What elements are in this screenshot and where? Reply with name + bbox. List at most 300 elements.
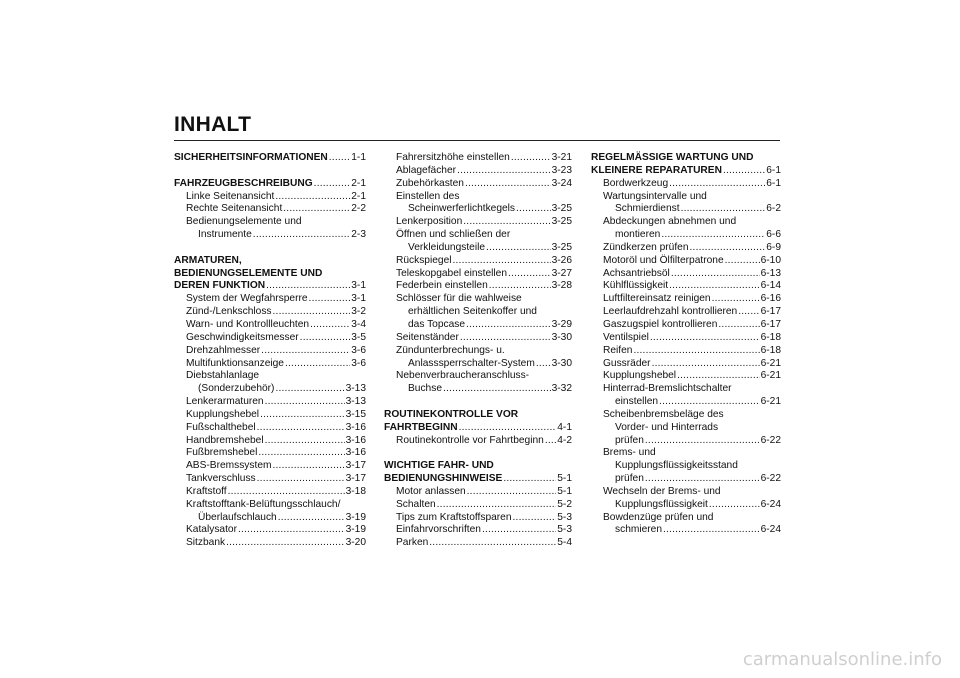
toc-entry-title: Fußschalthebel: [186, 421, 256, 433]
toc-entry: [384, 370, 572, 383]
toc-leader-dots: [457, 165, 551, 178]
toc-entry[interactable]: [174, 306, 366, 319]
toc-entry-title: ROUTINEKONTROLLE VOR: [384, 408, 519, 420]
toc-heading[interactable]: [174, 152, 366, 165]
toc-entry[interactable]: [174, 447, 366, 460]
toc-column-1: [174, 152, 366, 550]
toc-spacer: [384, 447, 572, 460]
toc-page-number: 2-3: [351, 229, 366, 241]
toc-page-number: 6-2: [766, 203, 781, 215]
toc-entry-title: prüfen: [615, 473, 644, 485]
toc-page-number: 6-17: [760, 318, 781, 330]
toc-entry[interactable]: [591, 332, 781, 345]
toc-entry-title: Kraftstofftank-Belüftungsschlauch/: [186, 498, 341, 510]
toc-spacer: [174, 242, 366, 255]
toc-page-number: 6-13: [760, 267, 781, 279]
toc-entry-title: Scheinwerferlichtkegels: [408, 203, 516, 215]
toc-heading[interactable]: [174, 280, 366, 293]
toc-leader-dots: [513, 512, 557, 525]
toc-entry[interactable]: [174, 345, 366, 358]
toc-entry[interactable]: [591, 435, 781, 448]
toc-page-number: 3-27: [551, 267, 572, 279]
toc-entry-title: WICHTIGE FAHR- UND: [384, 460, 494, 472]
toc-entry-title: Überlaufschlauch: [198, 511, 277, 523]
toc-entry-title: Kupplungshebel: [186, 408, 260, 420]
toc-entry[interactable]: [591, 473, 781, 486]
toc-entry-title: SICHERHEITSINFORMATIONEN: [174, 152, 328, 163]
toc-page-number: 4-1: [557, 421, 572, 433]
toc-leader-dots: [645, 435, 760, 448]
toc-entry-title: Buchse: [408, 383, 442, 395]
toc-leader-dots: [671, 268, 760, 281]
toc-page-number: 5-3: [557, 524, 572, 536]
toc-entry-title: erhältlichen Seitenkoffer und: [408, 306, 537, 318]
toc-entry[interactable]: [591, 345, 781, 358]
toc-entry[interactable]: [174, 203, 366, 216]
toc-entry-title: REGELMÄSSIGE WARTUNG UND: [591, 152, 754, 163]
toc-entry-title: Anlasssperrschalter-System: [408, 357, 535, 369]
toc-leader-dots: [511, 152, 551, 165]
toc-leader-dots: [723, 165, 765, 178]
toc-entry-title: Hinterrad-Bremslichtschalter: [603, 383, 732, 395]
toc-entry-title: montieren: [615, 229, 661, 241]
toc-entry: [591, 422, 781, 435]
toc-page-number: 3-30: [551, 357, 572, 369]
toc-leader-dots: [260, 409, 345, 422]
toc-entry[interactable]: [174, 473, 366, 486]
toc-leader-dots: [258, 447, 344, 460]
toc-entry-title: Parken: [396, 537, 429, 549]
toc-leader-dots: [275, 191, 350, 204]
toc-entry-title: Schalten: [396, 498, 436, 510]
toc-entry-title: Wartungsintervalle und: [603, 190, 707, 202]
toc-entry-title: BEDIENUNGSHINWEISE: [384, 473, 503, 485]
toc-entry-title: einstellen: [615, 396, 659, 408]
toc-page-number: 3-32: [551, 383, 572, 395]
toc-entry: [591, 216, 781, 229]
toc-entry-title: Rechte Seitenansicht: [186, 203, 283, 215]
toc-entry[interactable]: [384, 524, 572, 537]
toc-page-number: 3-20: [345, 537, 366, 549]
toc-leader-dots: [690, 242, 766, 255]
toc-entry[interactable]: [174, 435, 366, 448]
toc-leader-dots: [459, 422, 557, 435]
toc-leader-dots: [285, 358, 350, 371]
toc-leader-dots: [443, 383, 551, 396]
toc-entry[interactable]: [591, 306, 781, 319]
toc-leader-dots: [709, 499, 760, 512]
toc-page-number: 3-2: [351, 306, 366, 318]
toc-page-number: 6-22: [760, 473, 781, 485]
toc-entry-title: schmieren: [615, 524, 662, 536]
toc-entry: [174, 216, 366, 229]
toc-leader-dots: [257, 473, 345, 486]
toc-leader-dots: [718, 319, 759, 332]
toc-heading: [174, 255, 366, 268]
toc-entry-title: Geschwindigkeitsmesser: [186, 331, 299, 343]
toc-entry: [384, 345, 572, 358]
toc-leader-dots: [738, 306, 759, 319]
toc-page-number: 6-18: [760, 344, 781, 356]
toc-column-2: [384, 152, 572, 550]
toc-page-number: 3-5: [351, 331, 366, 343]
toc-heading[interactable]: [591, 165, 781, 178]
toc-entry: [591, 409, 781, 422]
toc-entry[interactable]: [591, 370, 781, 383]
toc-spacer: [384, 396, 572, 409]
toc-leader-dots: [536, 358, 551, 371]
toc-heading: [591, 152, 781, 165]
toc-entry-title: Öffnen und schließen der: [396, 229, 511, 241]
toc-entry[interactable]: [384, 216, 572, 229]
toc-entry[interactable]: [174, 537, 366, 550]
toc-entry[interactable]: [384, 165, 572, 178]
toc-page-number: 1-1: [351, 152, 366, 163]
toc-entry[interactable]: [591, 280, 781, 293]
toc-entry[interactable]: [174, 383, 366, 396]
toc-entry-title: Zubehörkasten: [396, 177, 464, 189]
toc-entry-title: Scheibenbremsbeläge des: [603, 408, 724, 420]
toc-page-number: 6-21: [760, 357, 781, 369]
toc-entry[interactable]: [384, 435, 572, 448]
toc-page-number: 4-2: [557, 434, 572, 446]
toc-entry[interactable]: [384, 332, 572, 345]
toc-page-number: 6-6: [766, 229, 781, 241]
toc-entry-title: Gaszugspiel kontrollieren: [603, 318, 718, 330]
toc-entry-title: Kühlflüssigkeit: [603, 280, 669, 292]
toc-entry-title: Leerlaufdrehzahl kontrollieren: [603, 306, 738, 318]
toc-page-number: 3-29: [551, 318, 572, 330]
toc-entry-title: Abdeckungen abnehmen und: [603, 216, 737, 228]
toc-entry-title: Katalysator: [186, 524, 237, 536]
toc-page-number: 5-3: [557, 511, 572, 523]
toc-page-number: 5-1: [557, 473, 572, 485]
toc-entry[interactable]: [384, 537, 572, 550]
toc-entry-title: Kraftstoff: [186, 485, 227, 497]
toc-entry[interactable]: [384, 512, 572, 525]
toc-entry-title: Einstellen des: [396, 190, 460, 202]
toc-leader-dots: [663, 524, 760, 537]
toc-entry: [384, 293, 572, 306]
toc-page-number: 6-18: [760, 331, 781, 343]
toc-entry[interactable]: [591, 358, 781, 371]
toc-entry[interactable]: [591, 319, 781, 332]
toc-leader-dots: [516, 203, 551, 216]
toc-entry[interactable]: [384, 178, 572, 191]
toc-entry-title: Zündkerzen prüfen: [603, 241, 689, 253]
toc-entry-title: Tips zum Kraftstoffsparen: [396, 511, 512, 523]
toc-entry[interactable]: [174, 319, 366, 332]
toc-entry: [591, 512, 781, 525]
toc-entry[interactable]: [174, 512, 366, 525]
toc-leader-dots: [489, 280, 551, 293]
toc-entry-title: Seitenständer: [396, 331, 459, 343]
toc-leader-dots: [460, 332, 551, 345]
toc-entry[interactable]: [384, 255, 572, 268]
toc-heading: [384, 409, 572, 422]
toc-page-number: 6-24: [760, 498, 781, 510]
toc-entry-title: ABS-Bremssystem: [186, 460, 272, 472]
toc-entry-title: Tankverschluss: [186, 473, 256, 485]
toc-page-number: 6-22: [760, 434, 781, 446]
toc-entry-title: Teleskopgabel einstellen: [396, 267, 508, 279]
toc-entry[interactable]: [174, 524, 366, 537]
toc-page-number: 6-14: [760, 280, 781, 292]
toc-entry-title: Lenkerarmaturen: [186, 396, 264, 408]
toc-leader-dots: [283, 203, 350, 216]
toc-entry-title: Brems- und: [603, 447, 656, 459]
toc-entry: [591, 447, 781, 460]
toc-entry-title: Motor anlassen: [396, 485, 466, 497]
toc-leader-dots: [725, 255, 760, 268]
toc-heading: [174, 268, 366, 281]
toc-entry: [591, 191, 781, 204]
toc-entry[interactable]: [384, 486, 572, 499]
toc-leader-dots: [508, 268, 551, 281]
toc-entry-title: Vorder- und Hinterrads: [615, 421, 719, 433]
toc-column-3: [591, 152, 781, 537]
toc-entry[interactable]: [384, 268, 572, 281]
toc-entry[interactable]: [384, 499, 572, 512]
toc-leader-dots: [669, 178, 765, 191]
toc-entry[interactable]: [174, 460, 366, 473]
toc-leader-dots: [712, 293, 760, 306]
toc-entry-title: Bedienungselemente und: [186, 216, 302, 228]
toc-entry-title: DEREN FUNKTION: [174, 280, 266, 292]
toc-entry[interactable]: [591, 524, 781, 537]
toc-page-number: 5-1: [557, 485, 572, 497]
toc-page-number: 6-9: [766, 241, 781, 253]
toc-leader-dots: [645, 473, 760, 486]
toc-leader-dots: [429, 537, 556, 550]
toc-entry-title: Gussräder: [603, 357, 651, 369]
toc-entry-title: Bordwerkzeug: [603, 177, 669, 189]
toc-entry-title: Verkleidungsteile: [408, 241, 486, 253]
toc-page-number: 3-24: [551, 177, 572, 189]
toc-leader-dots: [463, 216, 550, 229]
toc-leader-dots: [261, 345, 350, 358]
toc-entry-title: Lenkerposition: [396, 216, 463, 228]
toc-entry-title: Zündunterbrechungs- u.: [396, 344, 505, 356]
toc-entry-title: Reifen: [603, 344, 633, 356]
toc-entry-title: (Sonderzubehör): [198, 383, 275, 395]
toc-entry-title: BEDIENUNGSELEMENTE UND: [174, 267, 323, 279]
toc-entry[interactable]: [174, 396, 366, 409]
toc-leader-dots: [659, 396, 760, 409]
toc-page-number: 3-26: [551, 254, 572, 266]
toc-entry-title: KLEINERE REPARATUREN: [591, 164, 722, 176]
toc-entry-title: Rückspiegel: [396, 254, 452, 266]
toc-leader-dots: [661, 229, 765, 242]
toc-entry-title: Schlösser für die wahlweise: [396, 293, 522, 305]
toc-page-number: 2-1: [351, 190, 366, 202]
toc-leader-dots: [273, 306, 351, 319]
toc-leader-dots: [677, 370, 760, 383]
toc-entry-title: Einfahrvorschriften: [396, 524, 481, 536]
toc-leader-dots: [545, 435, 556, 448]
toc-leader-dots: [275, 383, 344, 396]
toc-entry-title: Kupplungsflüssigkeitsstand: [615, 460, 738, 472]
toc-entry: [591, 383, 781, 396]
toc-heading: [384, 460, 572, 473]
toc-entry-title: Luftfiltereinsatz reinigen: [603, 293, 711, 305]
toc-entry[interactable]: [591, 293, 781, 306]
toc-entry[interactable]: [591, 255, 781, 268]
toc-page-number: 3-23: [551, 164, 572, 176]
toc-leader-dots: [300, 332, 351, 345]
toc-entry[interactable]: [174, 422, 366, 435]
toc-spacer: [174, 165, 366, 178]
toc-page-number: 3-17: [345, 473, 366, 485]
toc-entry-title: Federbein einstellen: [396, 280, 488, 292]
toc-entry-title: Drehzahlmesser: [186, 344, 261, 356]
toc-entry-title: Schmierdienst: [615, 203, 680, 215]
toc-entry[interactable]: [384, 152, 572, 165]
toc-page-number: 3-16: [345, 434, 366, 446]
toc-entry-title: Ventilspiel: [603, 331, 649, 343]
toc-leader-dots: [314, 178, 351, 191]
toc-leader-dots: [226, 537, 345, 550]
toc-page-number: 3-25: [551, 203, 572, 215]
toc-page-number: 3-6: [351, 344, 366, 356]
toc-page-number: 3-4: [351, 318, 366, 330]
toc-entry[interactable]: [174, 332, 366, 345]
toc-page-number: 3-1: [351, 293, 366, 305]
toc-entry[interactable]: [384, 358, 572, 371]
toc-leader-dots: [467, 486, 557, 499]
toc-leader-dots: [272, 460, 344, 473]
toc-leader-dots: [329, 152, 351, 165]
toc-entry[interactable]: [384, 280, 572, 293]
toc-leader-dots: [681, 203, 766, 216]
toc-entry: [384, 229, 572, 242]
watermark: carmanualsonline.info: [742, 649, 942, 670]
toc-entry[interactable]: [174, 293, 366, 306]
toc-entry: [174, 370, 366, 383]
toc-entry[interactable]: [591, 203, 781, 216]
toc-leader-dots: [669, 280, 759, 293]
toc-entry-title: Bowdenzüge prüfen und: [603, 511, 714, 523]
toc-page-number: 3-25: [551, 241, 572, 253]
toc-leader-dots: [266, 280, 350, 293]
toc-entry-title: Warn- und Kontrollleuchten: [186, 318, 310, 330]
toc-page-number: 6-1: [766, 177, 781, 189]
toc-entry-title: Handbremshebel: [186, 434, 264, 446]
toc-entry-title: Motoröl und Ölfilterpatrone: [603, 254, 724, 266]
toc-entry[interactable]: [591, 268, 781, 281]
page-title: INHALT: [174, 113, 252, 136]
toc-entry[interactable]: [591, 229, 781, 242]
toc-page-number: 3-19: [345, 524, 366, 536]
toc-entry[interactable]: [384, 203, 572, 216]
toc-leader-dots: [437, 499, 557, 512]
toc-entry-title: ARMATUREN,: [174, 254, 242, 266]
toc-page-number: 3-13: [345, 383, 366, 395]
toc-page-number: 3-13: [345, 396, 366, 408]
toc-entry-title: das Topcase: [408, 318, 466, 330]
toc-entry[interactable]: [174, 229, 366, 242]
toc-leader-dots: [482, 524, 556, 537]
toc-page-number: 2-2: [351, 203, 366, 215]
toc-leader-dots: [650, 332, 760, 345]
toc-leader-dots: [652, 358, 760, 371]
toc-page-number: 3-21: [551, 152, 572, 163]
toc-entry: [591, 460, 781, 473]
toc-entry[interactable]: [174, 358, 366, 371]
toc-entry-title: FAHRZEUGBESCHREIBUNG: [174, 177, 313, 189]
toc-leader-dots: [465, 178, 551, 191]
toc-entry[interactable]: [591, 178, 781, 191]
toc-page-number: 3-15: [345, 408, 366, 420]
toc-leader-dots: [309, 293, 351, 306]
toc-page-number: 2-1: [351, 177, 366, 189]
toc-heading[interactable]: [174, 178, 366, 191]
toc-leader-dots: [486, 242, 551, 255]
toc-entry[interactable]: [384, 319, 572, 332]
toc-leader-dots: [238, 524, 345, 537]
toc-page-number: 3-28: [551, 280, 572, 292]
toc-page-number: 6-10: [760, 254, 781, 266]
toc-entry[interactable]: [174, 191, 366, 204]
toc-page-number: 6-24: [760, 524, 781, 536]
toc-page-number: 6-21: [760, 370, 781, 382]
toc-entry-title: System der Wegfahrsperre: [186, 293, 308, 305]
toc-leader-dots: [265, 396, 345, 409]
toc-entry: [384, 306, 572, 319]
toc-page-number: 3-1: [351, 280, 366, 292]
toc-entry: [591, 486, 781, 499]
toc-page-number: 5-4: [557, 537, 572, 549]
toc-entry[interactable]: [591, 242, 781, 255]
toc-leader-dots: [453, 255, 551, 268]
toc-leader-dots: [466, 319, 551, 332]
toc-page-number: 6-17: [760, 306, 781, 318]
toc-entry: [384, 191, 572, 204]
toc-entry-title: prüfen: [615, 434, 644, 446]
toc-entry-title: Nebenverbraucheranschluss-: [396, 370, 530, 382]
toc-heading[interactable]: [384, 422, 572, 435]
toc-entry-title: Ablagefächer: [396, 164, 457, 176]
toc-page-number: 3-19: [345, 511, 366, 523]
toc-entry-title: Instrumente: [198, 229, 252, 241]
toc-entry[interactable]: [591, 499, 781, 512]
toc-entry-title: Fußbremshebel: [186, 447, 258, 459]
title-underline: [174, 140, 780, 141]
toc-page-number: 3-16: [345, 447, 366, 459]
toc-page-number: 3-16: [345, 421, 366, 433]
toc-heading[interactable]: [384, 473, 572, 486]
toc-leader-dots: [253, 229, 350, 242]
toc-page-number: 5-2: [557, 498, 572, 510]
toc-leader-dots: [265, 435, 345, 448]
toc-entry[interactable]: [384, 383, 572, 396]
toc-leader-dots: [310, 319, 350, 332]
toc-entry[interactable]: [174, 486, 366, 499]
toc-page-number: 6-16: [760, 293, 781, 305]
toc-entry-title: Multifunktionsanzeige: [186, 357, 284, 369]
toc-leader-dots: [257, 422, 345, 435]
toc-entry[interactable]: [174, 409, 366, 422]
toc-entry-title: Linke Seitenansicht: [186, 190, 275, 202]
toc-page-number: 3-17: [345, 460, 366, 472]
toc-entry-title: Zünd-/Lenkschloss: [186, 306, 272, 318]
toc-page-number: 6-21: [760, 396, 781, 408]
toc-entry: [174, 499, 366, 512]
toc-entry-title: Routinekontrolle vor Fahrtbeginn: [396, 434, 544, 446]
toc-entry-title: Fahrersitzhöhe einstellen: [396, 152, 510, 163]
toc-entry[interactable]: [591, 396, 781, 409]
toc-entry[interactable]: [384, 242, 572, 255]
